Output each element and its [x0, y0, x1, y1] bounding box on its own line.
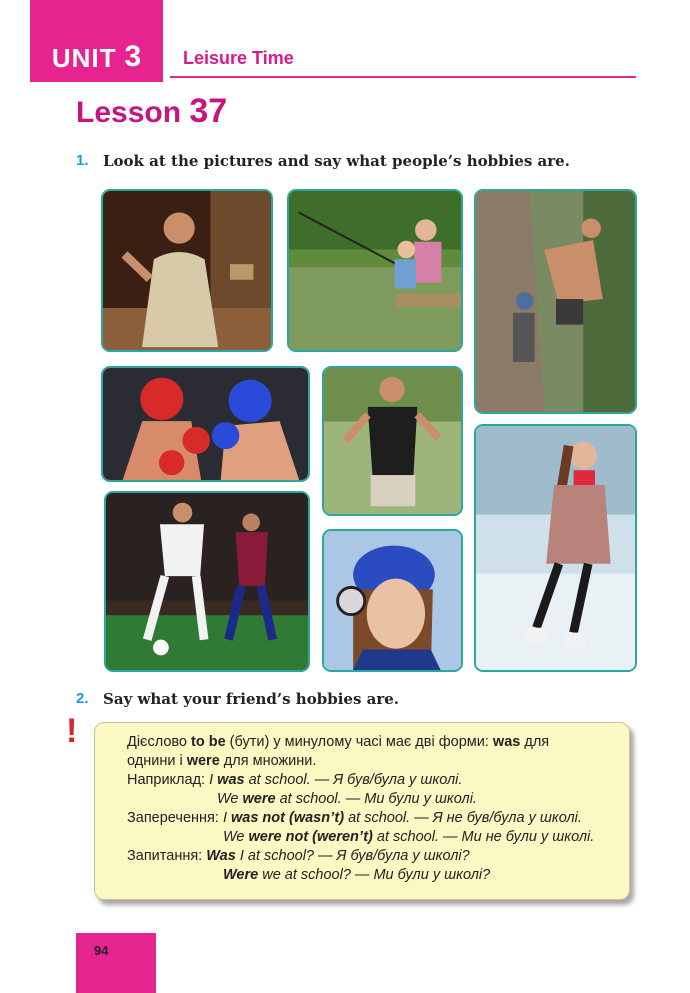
- task-2-text: Say what your friend’s hobbies are.: [103, 690, 399, 708]
- photo-music: [322, 529, 463, 672]
- attention-mark: !: [66, 712, 78, 750]
- task-2: [76, 690, 399, 708]
- unit-title: Leisure Time: [183, 48, 294, 68]
- note-intro-line-1: Дієслово to be (бути) у минулому часі має дві форми: was для: [127, 734, 550, 750]
- task-1-text: Look at the pictures and say what people’s hobbies are.: [103, 152, 570, 170]
- unit-word: UNIT: [51, 43, 117, 73]
- task-1-number: 1.: [76, 152, 89, 169]
- grammar-note: [94, 722, 630, 900]
- note-negation-1: Заперечення: I was not (wasn’t) at school. — Я не був/була у школі.: [127, 810, 582, 826]
- photo-skating: [474, 424, 637, 672]
- lesson-title: [76, 92, 227, 131]
- photo-fishing: [287, 189, 463, 352]
- note-example-1: Наприклад: I was at school. — Я був/була у школі.: [127, 772, 463, 788]
- note-question-1: Запитання: Was I at school? — Я був/була у школі?: [127, 848, 470, 864]
- task-2-number: 2.: [76, 690, 89, 707]
- page-number: 94: [94, 943, 109, 958]
- photo-football: [104, 491, 310, 672]
- photo-boxing: [101, 366, 310, 482]
- photo-actor: [101, 189, 273, 352]
- page-number-tab: [76, 933, 156, 993]
- lesson-word: Lesson: [76, 96, 182, 129]
- lesson-number: 37: [189, 92, 228, 130]
- note-question-2: Were we at school? — Ми були у школі?: [223, 867, 491, 883]
- unit-badge: [30, 0, 163, 82]
- note-negation-2: We were not (weren’t) at school. — Ми не були у школі.: [223, 829, 595, 845]
- unit-number: 3: [124, 40, 142, 73]
- note-intro-line-2: однини і were для множини.: [127, 753, 317, 769]
- header-divider: [170, 76, 636, 78]
- note-example-2: We were at school. — Ми були у школі.: [217, 791, 477, 807]
- task-1: [76, 152, 570, 170]
- photo-climbing: [474, 189, 637, 414]
- photo-jogging: [322, 366, 463, 516]
